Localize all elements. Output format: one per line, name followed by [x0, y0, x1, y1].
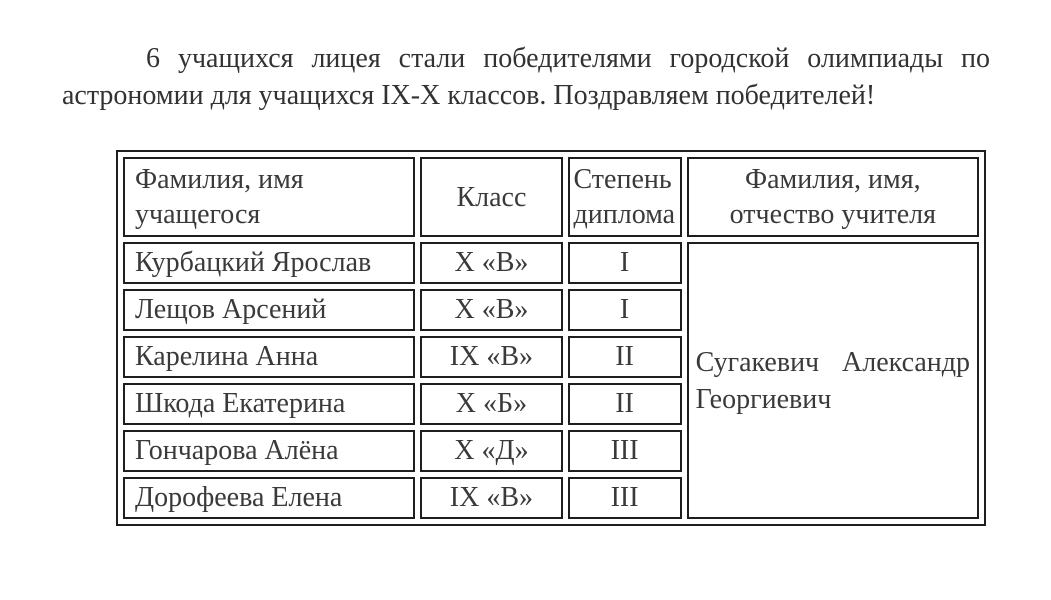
student-name-cell: Карелина Анна	[123, 336, 415, 378]
col-header-student: Фамилия, имя учащегося	[123, 157, 415, 237]
col-header-teacher: Фамилия, имя, отчество учителя	[687, 157, 979, 237]
degree-cell: III	[568, 430, 682, 472]
student-name-cell: Лещов Арсений	[123, 289, 415, 331]
col-header-degree: Степень диплома	[568, 157, 682, 237]
class-cell: X «Б»	[420, 383, 562, 425]
student-name-cell: Курбацкий Ярослав	[123, 242, 415, 284]
teacher-name-cell: Сугакевич Александр Георгиевич	[687, 242, 979, 519]
student-name-cell: Гончарова Алёна	[123, 430, 415, 472]
intro-paragraph: 6 учащихся лицея стали победителями городской олимпиады по астрономии для учащихся IX-X классов. Поздравляем победителей!	[62, 43, 990, 111]
degree-cell: III	[568, 477, 682, 519]
class-cell: X «В»	[420, 242, 562, 284]
table-header-row	[123, 157, 979, 237]
table-row	[123, 242, 979, 284]
winners-table	[116, 150, 986, 526]
class-cell: X «В»	[420, 289, 562, 331]
student-name-cell: Дорофеева Елена	[123, 477, 415, 519]
class-cell: IX «В»	[420, 336, 562, 378]
class-cell: IX «В»	[420, 477, 562, 519]
degree-cell: I	[568, 289, 682, 331]
col-header-class: Класс	[420, 157, 562, 237]
degree-cell: II	[568, 336, 682, 378]
student-name-cell: Шкода Екатерина	[123, 383, 415, 425]
degree-cell: I	[568, 242, 682, 284]
class-cell: X «Д»	[420, 430, 562, 472]
degree-cell: II	[568, 383, 682, 425]
